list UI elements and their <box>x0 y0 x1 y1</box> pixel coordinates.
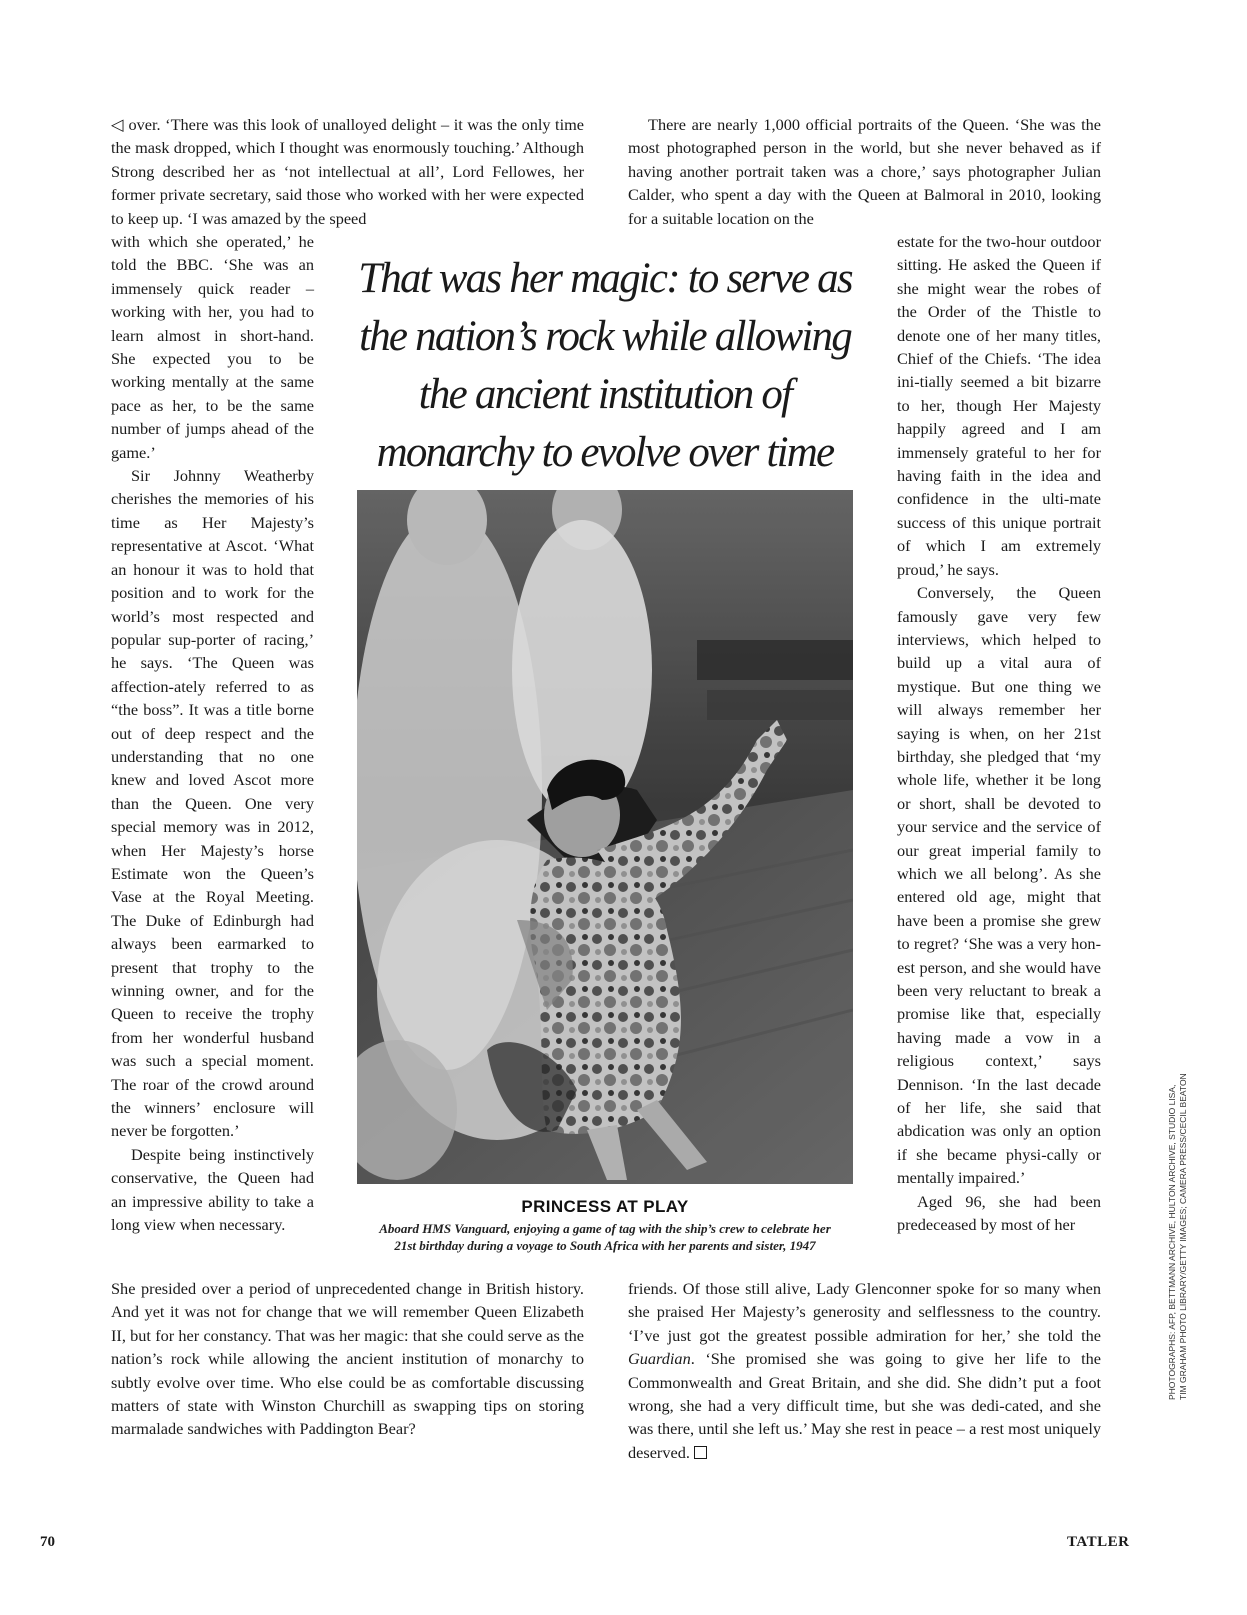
left-narrow-paragraph-3: Despite being instinctively conservative, the Queen had an impressive ability to take a long view when necessary. <box>111 1144 314 1235</box>
left-narrow-paragraph-1: with which she operated,’ he told the BBC. ‘She was an immensely quick reader – working with her, you had to learn almost in short-hand. She expected you to be working mentally at the same pace as her, to be the same number of jumps ahead of the game.’ <box>111 232 314 462</box>
left-narrow-paragraph-2: Sir Johnny Weatherby cherishes the memories of his time as Her Majesty’s representative at Ascot. ‘What an honour it was to hold that position and to work for the world’s most respected and popular sup-porter of racing,’ he says. ‘The Queen was affection-ately referred to as “the boss”. It was a title borne out of deep respect and the understanding that no one knew and loved Ascot more than the Queen. One very special memory was in 2012, when Her Majesty’s horse Estimate won the Queen’s Vase at the Royal Meeting. The Duke of Edinburgh had always been earmarked to present that trophy to the winning owner, and for the Queen to receive the trophy from her wonderful husband was such a special moment. The roar of the crowd around the winners’ enclosure will never be forgotten.’ <box>111 466 314 1141</box>
right-column-narrow <box>897 230 1101 1236</box>
left-top-paragraph: ◁ over. ‘There was this look of unalloyed delight – it was the only time the mask dropped, which I thought was enormously touching.’ Although Strong described her as ‘not intellectual at all’, Lord Fellowes, her former private secretary, said those who worked with her were expected to keep up. ‘I was amazed by the speed <box>111 115 584 228</box>
right-bottom-paragraph <box>628 1277 1101 1464</box>
left-column-narrow <box>111 230 314 1236</box>
right-top-paragraph: There are nearly 1,000 official portraits of the Queen. ‘She was the most photographed person in the world, but she never behaved as if having another portrait taken was a chore,’ says photographer Julian Calder, who spent a day with the Queen at Balmoral in 2010, looking for a suitable location on the <box>628 115 1101 228</box>
page-number: 70 <box>40 1534 55 1550</box>
caption-title: PRINCESS AT PLAY <box>521 1197 689 1216</box>
credits-line-2: TIM GRAHAM PHOTO LIBRARY/GETTY IMAGES; CAMERA PRESS/CECIL BEATON <box>1178 1073 1188 1400</box>
pull-quote: That was her magic: to serve as the nation’s rock while allowing the ancient institution of monarchy to evolve over time <box>358 255 852 476</box>
caption-text: Aboard HMS Vanguard, enjoying a game of tag with the ship’s crew to celebrate her 21st birthday during a voyage to South Africa with her parents and sister, 1947 <box>379 1221 831 1253</box>
left-column-top <box>111 113 584 230</box>
right-narrow-paragraph-2: Conversely, the Queen famously gave very few interviews, which helped to build up a vital aura of mystique. But one thing we will always remember her saying is when, on her 21st birthday, she pledged that ‘my whole life, whether it be long or short, shall be devoted to your service and the service of our great imperial family to which we all belong’. As she entered old age, might that have been a promise she grew to regret? ‘She was a very hon-est person, and she would have been very reluctant to break a promise like that, especially having made a vow in a religious context,’ says Dennison. ‘In the last decade of her life, she said that abdication was only an option if she became physi-cally or mentally impaired.’ <box>897 583 1101 1188</box>
right-column-bottom <box>628 1277 1101 1464</box>
photo-illustration <box>357 490 853 1184</box>
right-narrow-paragraph-3: Aged 96, she had been predeceased by most of her <box>897 1191 1101 1235</box>
right-column-top <box>628 113 1101 230</box>
magazine-name: TATLER <box>1067 1534 1130 1550</box>
guardian-italic: Guardian <box>628 1349 691 1369</box>
left-column-bottom <box>111 1277 584 1441</box>
right-narrow-paragraph-1: estate for the two-hour outdoor sitting. He asked the Queen if she might wear the robes of the Order of the Thistle to denote one of her many titles, Chief of the Chiefs. ‘The idea ini-tially seemed a bit bizarre to her, though Her Majesty happily agreed and I am immensely grateful to her for having faith in the idea and confidence in the ulti-mate success of this unique portrait of which I am extremely proud,’ he says. <box>897 232 1101 579</box>
photo-princess-at-play <box>357 490 853 1184</box>
right-bottom-text-2: . ‘She promised she was going to give her life to the Commonwealth and Great Britain, and she did. She didn’t put a foot wrong, she had a very difficult time, but she was dedi-cated, and she was there, until she left us.’ May she rest in peace – a rest most uniquely deserved. <box>628 1349 1101 1462</box>
right-bottom-text-1: friends. Of those still alive, Lady Glenconner spoke for so many when she praised Her Majesty’s generosity and selflessness to the country. ‘I’ve just got the greatest possible admiration for her,’ she told the <box>628 1279 1101 1345</box>
left-bottom-paragraph: She presided over a period of unprecedented change in British history. And yet it was not for change that we will remember Queen Elizabeth II, but for her constancy. That was her magic: that she could serve as the nation’s rock while allowing the ancient institution of monarchy to subtly evolve over time. Who else could be as comfortable discussing matters of state with Winston Churchill as swapping tips on storing marmalade sandwiches with Paddington Bear? <box>111 1279 584 1439</box>
end-mark-icon <box>694 1446 707 1459</box>
credits-line-1: PHOTOGRAPHS: AFP, BETTMANN ARCHIVE, HULTON ARCHIVE, STUDIO LISA, <box>1167 1084 1177 1400</box>
